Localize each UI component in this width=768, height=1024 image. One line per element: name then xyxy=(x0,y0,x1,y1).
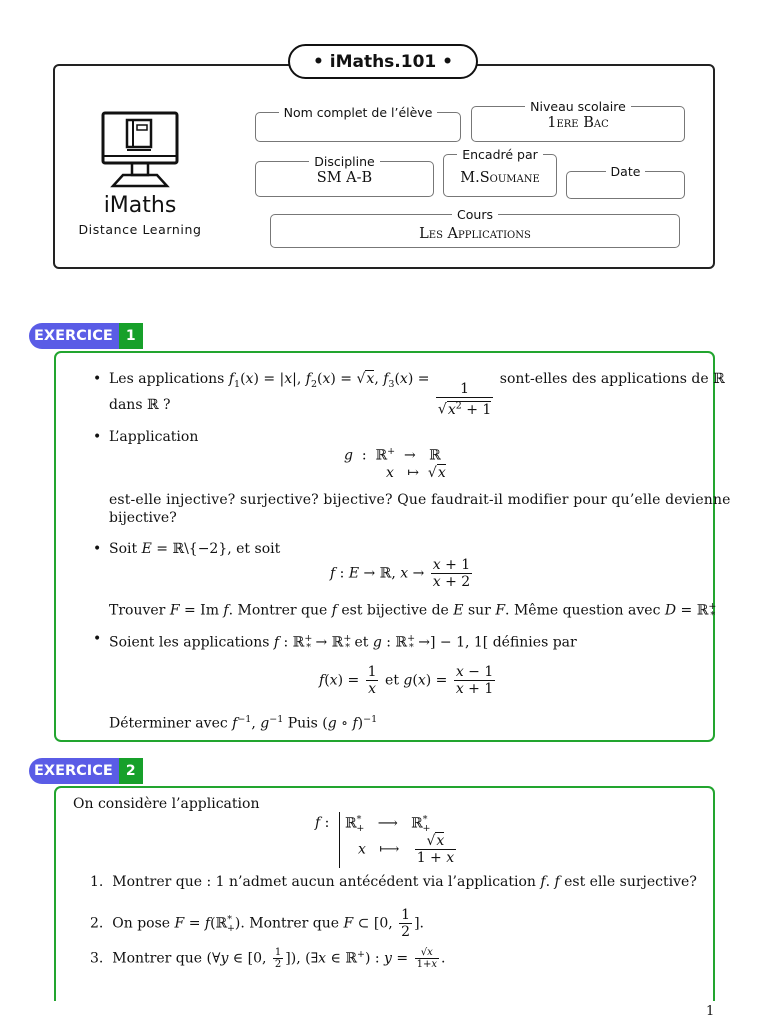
discipline-field[interactable] xyxy=(255,154,434,197)
supervisor-label: Encadré par xyxy=(457,147,543,162)
exercise-number: 1 xyxy=(119,323,143,349)
ex2-q1: 1. Montrer que : 1 n’admet aucun antécédent via l’application f. f est elle surjective? xyxy=(90,874,697,890)
supervisor-field[interactable] xyxy=(443,147,557,197)
ex1-q1-line2: dans ℝ ? xyxy=(109,397,171,413)
level-value: 1ere Bac xyxy=(547,115,609,131)
student-name-field[interactable] xyxy=(255,105,461,142)
level-label: Niveau scolaire xyxy=(525,99,631,114)
brand-title: • iMaths.101 • xyxy=(288,44,478,79)
exercise-1-tag xyxy=(29,323,143,349)
ex1-q2-line: • L’application xyxy=(109,428,198,446)
date-label: Date xyxy=(606,164,646,179)
exercise-2-tag xyxy=(29,758,143,784)
course-label: Cours xyxy=(452,207,498,222)
ex1-q4-line2: Déterminer avec $f^{-1}$, $g^{-1}$ Puis (g ∘ f)$^{-1}$ xyxy=(109,714,378,732)
logo-name: iMaths xyxy=(103,193,177,218)
page-number: 1 xyxy=(706,1004,715,1019)
course-value: Les Applications xyxy=(419,226,531,242)
supervisor-value: M.Soumane xyxy=(460,170,540,186)
student-name-label: Nom complet de l’élève xyxy=(279,105,438,120)
exercise-label: EXERCICE xyxy=(29,758,119,784)
ex2-map-bar xyxy=(339,812,340,868)
date-field[interactable] xyxy=(566,164,685,199)
ex2-intro: On considère l’application xyxy=(73,796,260,812)
ex2-q3: 3. Montrer que (∀y ∈ [0, $\frac{1}{2}$ ]), (∃x ∈ ℝ+) : y = $\frac{√x}{1+x}$ . xyxy=(90,947,446,971)
ex1-q2-map-line1: g : ℝ+ → ℝ xyxy=(344,446,441,464)
logo-tagline: Distance Learning xyxy=(78,222,202,237)
monitor-book-icon xyxy=(99,110,181,192)
ex1-q4-formula: f(x) = $\frac{1}{x}$ et g(x) = $\frac{x - 1}{x + 1}$ xyxy=(319,664,494,697)
ex1-q2-line2: est-elle injective? surjective? bijective? Que faudrait-il modifier pour qu’elle devienne xyxy=(109,492,731,508)
ex1-q3-formula: f : E → ℝ, x → $\frac{x + 1}{x + 2}$ xyxy=(330,557,471,590)
ex2-map-f: f : xyxy=(315,815,330,831)
discipline-value: SM A-B xyxy=(316,170,373,186)
ex2-q2: 2. On pose F = f(ℝ*$_+$). Montrer que F ⊂ [0, $\frac{1}{2}$ ]. xyxy=(90,907,424,940)
ex1-q3-line2: Trouver F = Im f. Montrer que f est bijective de E sur F. Même question avec D = ℝ+$_*$ xyxy=(109,601,717,622)
ex2-map-line1: ℝ*$_+$ ⟶ ℝ*$_+$ xyxy=(345,814,431,835)
course-field[interactable] xyxy=(270,207,680,248)
exercise-label: EXERCICE xyxy=(29,323,119,349)
discipline-label: Discipline xyxy=(309,154,379,169)
ex1-q3-line: • Soit E = ℝ\{−2}, et soit xyxy=(109,540,280,558)
exercise-number: 2 xyxy=(119,758,143,784)
ex2-map-line2: x ⟼ $\frac{√x}{1 + x}$ xyxy=(358,833,455,866)
ex1-q2-line3: bijective? xyxy=(109,510,177,526)
ex1-q2-map-line2: x ↦ √x xyxy=(386,465,446,481)
ex1-q4-line: • Soient les applications f : ℝ+$_*$ → ℝ+$_*$ et g : ℝ+$_*$ →] − 1, 1[ définies par xyxy=(109,630,577,657)
level-field[interactable] xyxy=(471,99,685,142)
ex1-q1-line: • Les applications $f_1(x) = |x|$, $f_2(x) = √x$, $f_3(x)$ = $\frac{1}{√x^2 + 1}$ sont-elles des applications de ℝ xyxy=(109,370,725,418)
